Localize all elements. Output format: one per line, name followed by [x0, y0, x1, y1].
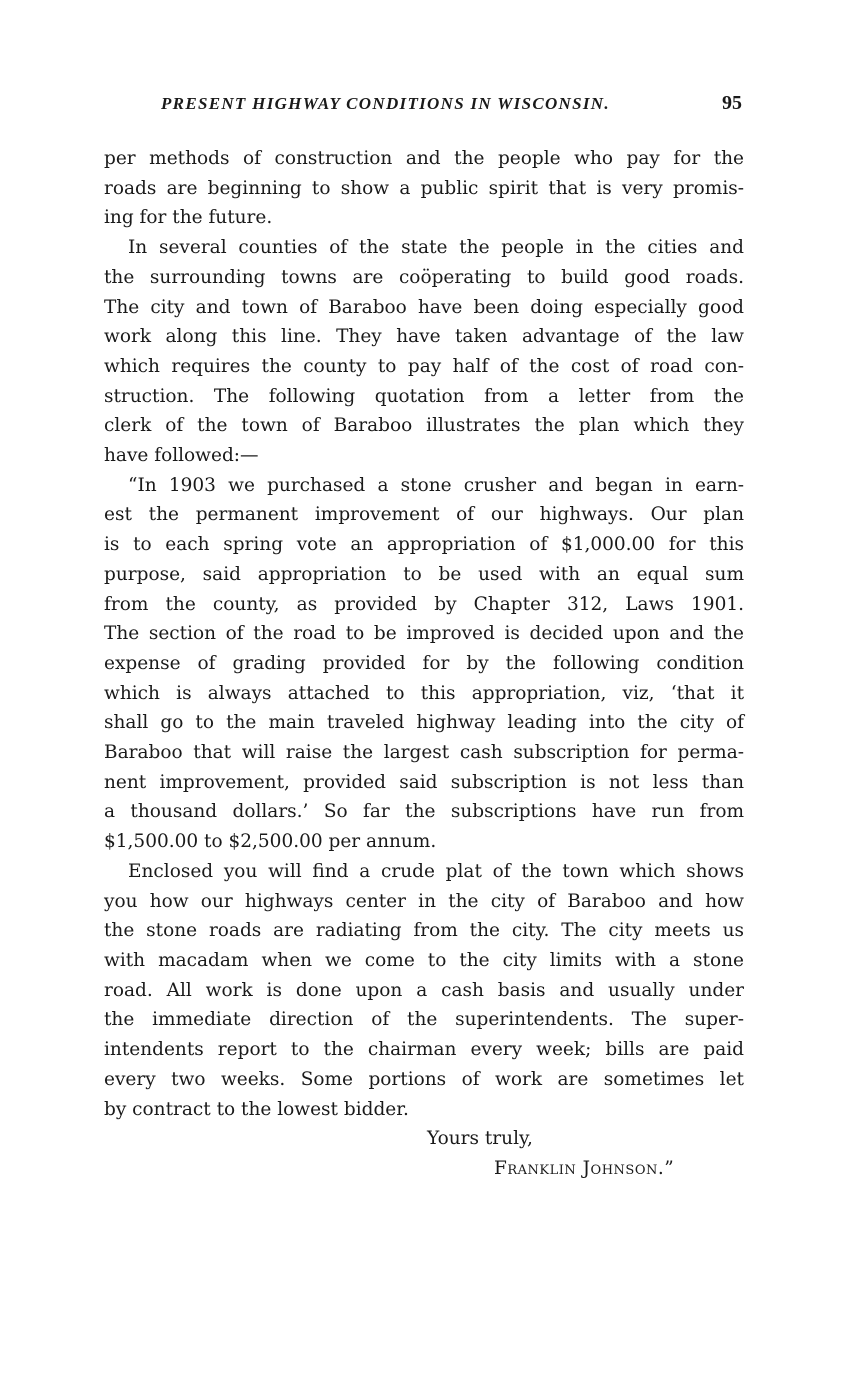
text-line: roads are beginning to show a public spirit that is very promis- — [104, 177, 744, 199]
letter-paragraph — [104, 857, 744, 1124]
text-line: is to each spring vote an appropriation of $1,000.00 for this — [104, 534, 744, 556]
running-head — [104, 90, 744, 120]
text-line: which is always attached to this appropriation, viz, ‘that it — [104, 682, 744, 704]
text-line: from the county, as provided by Chapter 312, Laws 1901. — [104, 593, 744, 615]
text-line: “In 1903 we purchased a stone crusher and began in earn- — [128, 474, 744, 496]
text-line: Enclosed you will find a crude plat of the town which shows — [128, 860, 744, 882]
text-line: est the permanent improvement of our highways. Our plan — [104, 504, 744, 526]
text-line: struction. The following quotation from a letter from the — [104, 385, 744, 407]
text-line: The section of the road to be improved is decided upon and the — [104, 623, 744, 645]
text-line: per methods of construction and the people who pay for the — [104, 148, 744, 169]
text-line: In several counties of the state the people in the cities and — [128, 237, 744, 259]
text-line: road. All work is done upon a cash basis and usually under — [104, 979, 744, 1001]
body-text — [104, 144, 744, 1184]
page-number: 95 — [722, 92, 742, 114]
running-title: PRESENT HIGHWAY CONDITIONS IN WISCONSIN. — [161, 94, 610, 113]
text-line: the immediate direction of the superintendents. The super- — [104, 1009, 744, 1031]
book-page — [104, 90, 744, 1184]
text-line: by contract to the lowest bidder. — [104, 1098, 409, 1120]
text-line: with macadam when we come to the city limits with a stone — [104, 949, 744, 971]
letter-quotation — [104, 471, 744, 857]
text-line: Baraboo that will raise the largest cash subscription for perma- — [104, 742, 744, 764]
text-line: nent improvement, provided said subscription is not less than — [104, 771, 744, 793]
text-line: ing for the future. — [104, 207, 273, 229]
text-line: which requires the county to pay half of the cost of road con- — [104, 355, 744, 377]
text-line: $1,500.00 to $2,500.00 per annum. — [104, 831, 437, 853]
text-line: purpose, said appropriation to be used with an equal sum — [104, 563, 744, 585]
text-line: intendents report to the chairman every week; bills are paid — [104, 1039, 744, 1061]
text-line: every two weeks. Some portions of work are sometimes let — [104, 1068, 744, 1090]
text-line: the stone roads are radiating from the city. The city meets us — [104, 920, 744, 942]
signature: Franklin Johnson.” — [494, 1158, 675, 1180]
text-line: work along this line. They have taken advantage of the law — [104, 326, 744, 348]
text-line: the surrounding towns are coöperating to build good roads. — [104, 266, 744, 288]
letter-closing — [104, 1124, 744, 1184]
text-line: The city and town of Baraboo have been doing especially good — [104, 296, 744, 318]
text-line: a thousand dollars.’ So far the subscriptions have run from — [104, 801, 744, 823]
text-line: shall go to the main traveled highway leading into the city of — [104, 712, 744, 734]
paragraph-2 — [104, 233, 744, 471]
closing-salutation: Yours truly, — [427, 1128, 533, 1150]
text-line: expense of grading provided for by the following condition — [104, 652, 744, 674]
paragraph-1 — [104, 144, 744, 233]
text-line: have followed:— — [104, 445, 259, 467]
text-line: you how our highways center in the city of Baraboo and how — [104, 890, 744, 912]
text-line: clerk of the town of Baraboo illustrates the plan which they — [104, 415, 744, 437]
